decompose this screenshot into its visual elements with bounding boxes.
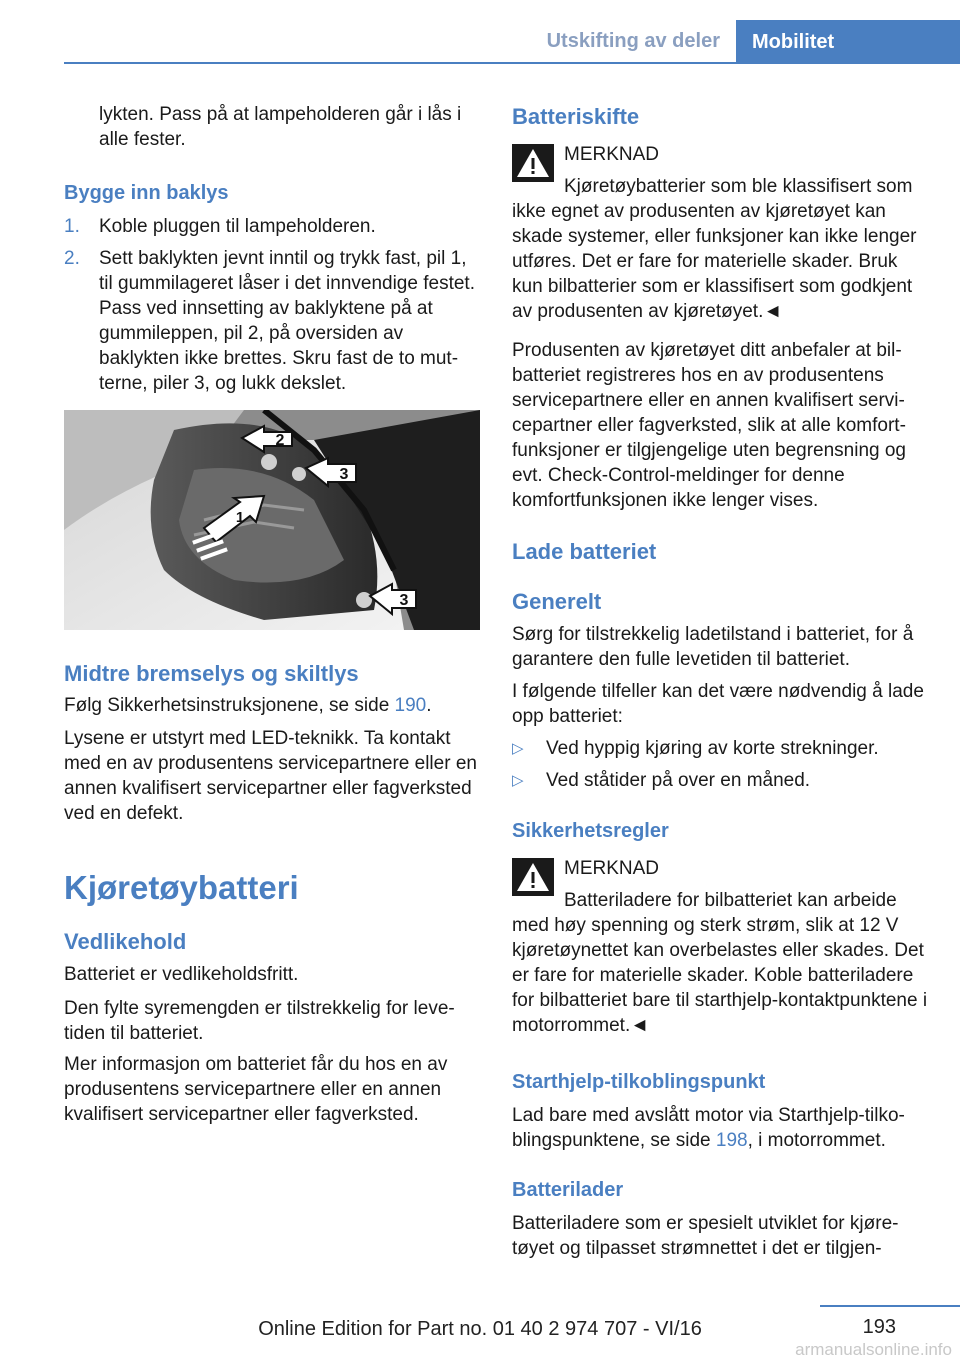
- callout-label: 1: [235, 509, 245, 526]
- callout-label: 3: [339, 466, 349, 483]
- reference-text: Følg Sikkerhetsinstruksjonene, se side: [64, 695, 395, 716]
- jump-start-paragraph: [512, 1103, 928, 1153]
- reference-suffix: .: [426, 695, 432, 716]
- maintenance-heading: Vedlikehold: [64, 929, 187, 954]
- step-text: Sett baklykten jevnt inntil og trykk fast, pil 1, til gummilageret låser i det innvendige festet. Pass ved innsetting av baklyktene på at gummileppen, pil 2, på oversiden av baklykten ikke brettes. Skru fast de to mutterne, piler 3, og lukk dekslet.: [99, 248, 475, 394]
- general-paragraph-1: Sørg for tilstrekkelig ladetilstand i batteriet, for å garantere den fulle levetiden til batteriet.: [512, 624, 914, 670]
- install-heading: Bygge inn baklys: [64, 182, 229, 204]
- maintenance-paragraph-3: Mer informasjon om batteriet får du hos en av produsentens servicepartnere eller en annen kvalifisert servicepartner eller fagverksted.: [64, 1054, 448, 1125]
- maintenance-paragraph-2: Den fylte syremengden er tilstrekkelig for levetiden til batteriet.: [64, 998, 455, 1044]
- callout-label: 2: [275, 432, 285, 449]
- triangle-bullet-icon: ▷: [512, 772, 524, 789]
- battery-heading: Kjøretøybatteri: [64, 869, 299, 906]
- list-item: [64, 246, 482, 396]
- header-chapter-tab: Mobilitet: [736, 20, 960, 63]
- list-item: [64, 214, 482, 239]
- header-rule: [64, 62, 960, 64]
- general-paragraph-2: I følgende tilfeller kan det være nødvendig å lade opp batteriet:: [512, 681, 924, 727]
- watermark: armanualsonline.info: [795, 1340, 952, 1359]
- step-number: 1.: [64, 216, 80, 237]
- continued-text: lykten. Pass på at lampeholderen går i lås i alle fester.: [99, 104, 462, 150]
- note-label: MERKNAD: [564, 144, 660, 165]
- list-item-text: Ved ståtider på over en måned.: [546, 770, 811, 791]
- battery-replacement-heading: Batteriskifte: [512, 104, 640, 129]
- tail-light-photo: [64, 410, 480, 630]
- brake-light-heading: Midtre bremselys og skiltlys: [64, 661, 359, 686]
- triangle-bullet-icon: ▷: [512, 740, 524, 757]
- step-text: Koble pluggen til lampeholderen.: [99, 216, 376, 237]
- note-text: Kjøretøybatterier som ble klassifisert som ikke egnet av produsenten av kjøretøyet kan skade systemer, eller funksjoner kan ikke lenger utføres. Det er fare for materielle skader. Bruk kun bilbatterier som er klassifisert som godkjent av produsenten av kjøretøyet.◄: [512, 176, 917, 322]
- edition-note: Online Edition for Part no. 01 40 2 974 707 - VI/16: [258, 1318, 702, 1340]
- header-section-title: Utskifting av deler: [546, 30, 720, 52]
- reference-text: Lad bare med avslått motor via Starthjelp-tilkoblingspunktene, se side: [512, 1105, 905, 1151]
- page-link-198[interactable]: 198: [715, 1130, 748, 1151]
- battery-charger-heading: Batterilader: [512, 1179, 624, 1201]
- list-item: [512, 736, 928, 761]
- note-text: Batteriladere for bilbatteriet kan arbeide med høy spenning og sterk strøm, slik at 12 V kjøretøynettet kan overbelastes eller skades. Det er fare for materielle skader. Koble batteriladere for bilbatteriet bare til starthjelp-kontaktpunktene i motorrommet.◄: [512, 890, 928, 1036]
- safety-heading: Sikkerhetsregler: [512, 820, 669, 842]
- brake-light-paragraph: Lysene er utstyrt med LED-teknikk. Ta kontakt med en av produsentens servicepartnere eller en annen kvalifisert servicepartner eller fagverksted ved en defekt.: [64, 728, 477, 824]
- tail-light-illustration: [64, 410, 480, 630]
- callout-label: 3: [399, 592, 409, 609]
- maintenance-paragraph-1: Batteriet er vedlikeholdsfritt.: [64, 964, 299, 985]
- battery-registration-paragraph: Produsenten av kjøretøyet ditt anbefaler at bilbatteriet registreres hos en av produsentens servicepartnere eller en annen kvalifisert servicepartner eller fagverksted, slik at alle komfortfunksjoner er tilgjengelige uten begrensning og evt. Check-Control-meldinger for denne komfortfunksjonen ikke lenger vises.: [512, 340, 906, 511]
- step-number: 2.: [64, 248, 80, 269]
- brake-light-reference: [64, 693, 482, 718]
- charge-conditions-list: [512, 736, 928, 793]
- install-steps: [64, 214, 482, 396]
- page-link-190[interactable]: 190: [394, 695, 427, 716]
- battery-charger-paragraph: Batteriladere som er spesielt utviklet for kjøretøyet og tilpasset strømnettet i det er tilgjen-: [512, 1213, 899, 1259]
- note-label: MERKNAD: [564, 858, 660, 879]
- footer-rule: [820, 1305, 960, 1307]
- list-item-text: Ved hyppig kjøring av korte strekninger.: [546, 738, 879, 759]
- general-heading: Generelt: [512, 589, 602, 614]
- reference-suffix: , i motorrommet.: [747, 1130, 886, 1151]
- charge-battery-heading: Lade batteriet: [512, 539, 657, 564]
- jump-start-heading: Starthjelp-tilkoblingspunkt: [512, 1071, 766, 1093]
- list-item: [512, 768, 928, 793]
- page-number: 193: [862, 1316, 896, 1338]
